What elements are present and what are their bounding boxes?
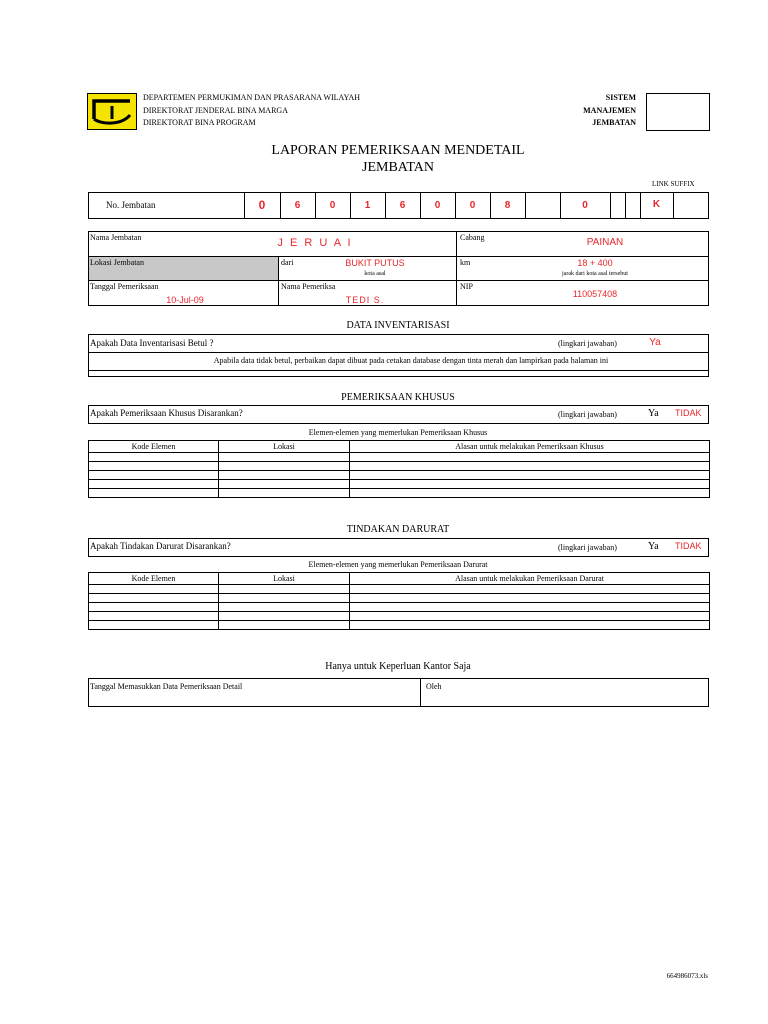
khusus-col-lokasi: Lokasi [219,441,350,453]
km-label: km [460,258,471,267]
inventarisasi-hint: (lingkari jawaban) [558,339,617,348]
table-row [89,585,710,594]
darurat-hint: (lingkari jawaban) [558,543,617,552]
nama-jembatan-value: J E R U A I [277,237,353,249]
nip-value: 110057408 [572,289,618,299]
table-row [89,621,710,630]
jarak-caption: jarak dari kota asal tersebut [562,271,628,277]
bridge-digit-2: 6 [294,200,301,211]
darurat-col-kode: Kode Elemen [89,573,219,585]
inventarisasi-question: Apakah Data Inventarisasi Betul ? [90,338,214,348]
table-row [89,462,710,471]
darurat-subheading: Elemen-elemen yang memerlukan Pemeriksaan Darurat [308,560,488,569]
inventarisasi-note: Apabila data tidak betul, perbaikan dapat dibuat pada cetakan database dengan tinta merah dan lampirkan pada halaman ini [213,356,609,365]
km-value: 18 + 400 [577,258,613,268]
khusus-element-table [88,440,710,498]
system-line-3: JEMBATAN [592,118,636,127]
org-line-2: DIREKTORAT JENDERAL BINA MARGA [143,106,288,115]
khusus-subheading: Elemen-elemen yang memerlukan Pemeriksaan Khusus [308,428,488,437]
table-row [89,489,710,498]
khusus-ya-option: Ya [648,408,659,419]
kota-asal-caption: kota asal [364,271,386,277]
lokasi-label: Lokasi Jembatan [90,258,144,267]
nama-pemeriksa-value: TEDI S. [345,295,385,305]
darurat-heading: TINDAKAN DARURAT [346,524,450,535]
tanggal-pemeriksaan-value: 10-Jul-09 [166,295,204,305]
ministry-logo [87,93,137,130]
report-title-line-2: JEMBATAN [362,160,434,175]
org-line-3: DIREKTORAT BINA PROGRAM [143,118,256,127]
nama-jembatan-label: Nama Jembatan [90,233,142,242]
oleh-label: Oleh [426,682,442,691]
nama-pemeriksa-label: Nama Pemeriksa [281,282,336,291]
nip-label: NIP [460,282,473,291]
bridge-digit-8: 8 [504,200,511,211]
khusus-tidak-option: TIDAK [675,408,702,418]
bridge-digit-4: 1 [364,200,371,211]
bridge-digit-7: 0 [469,200,476,211]
bridge-digit-1: 0 [258,198,266,212]
inventarisasi-answer: Ya [649,337,661,348]
darurat-col-alasan: Alasan untuk melakukan Pemeriksaan Darurat [350,573,710,585]
table-row [89,480,710,489]
darurat-element-table [88,572,710,630]
khusus-hint: (lingkari jawaban) [558,410,617,419]
darurat-col-lokasi: Lokasi [219,573,350,585]
darurat-question: Apakah Tindakan Darurat Disarankan? [90,541,231,551]
inventarisasi-heading: DATA INVENTARISASI [346,320,450,331]
link-suffix-label: LINK SUFFIX [652,180,695,188]
table-row [89,603,710,612]
bridge-number-label: No. Jembatan [106,200,156,210]
system-line-2: MANAJEMEN [583,106,636,115]
cabang-value: PAINAN [586,237,624,248]
khusus-col-alasan: Alasan untuk melakukan Pemeriksaan Khusus [350,441,710,453]
table-row [89,594,710,603]
bridge-digit-9: 0 [582,200,588,211]
cabang-label: Cabang [460,233,485,242]
khusus-question: Apakah Pemeriksaan Khusus Disarankan? [90,408,243,418]
darurat-tidak-option: TIDAK [675,541,702,551]
bridge-suffix: K [652,199,661,210]
table-row [89,453,710,462]
darurat-ya-option: Ya [648,541,659,552]
bridge-digit-6: 0 [434,200,441,211]
tanggal-memasukkan-label: Tanggal Memasukkan Data Pemeriksaan Detail [90,682,243,691]
tanggal-pemeriksaan-label: Tanggal Pemeriksaan [90,282,159,291]
bridge-digit-3: 0 [329,200,336,211]
report-title-line-1: LAPORAN PEMERIKSAAN MENDETAIL [271,143,525,158]
file-name-footer: 664986073.xls [666,972,708,980]
org-line-1: DEPARTEMEN PERMUKIMAN DAN PRASARANA WILAYAH [143,93,361,102]
dari-value: BUKIT PUTUS [345,258,405,268]
dari-label: dari [281,258,294,267]
system-line-1: SISTEM [605,93,636,102]
khusus-col-kode: Kode Elemen [89,441,219,453]
table-row [89,471,710,480]
kantor-heading: Hanya untuk Keperluan Kantor Saja [325,661,471,672]
bridge-digit-5: 6 [399,200,406,211]
khusus-heading: PEMERIKSAAN KHUSUS [341,392,455,403]
system-stamp-box [646,93,710,131]
table-row [89,612,710,621]
